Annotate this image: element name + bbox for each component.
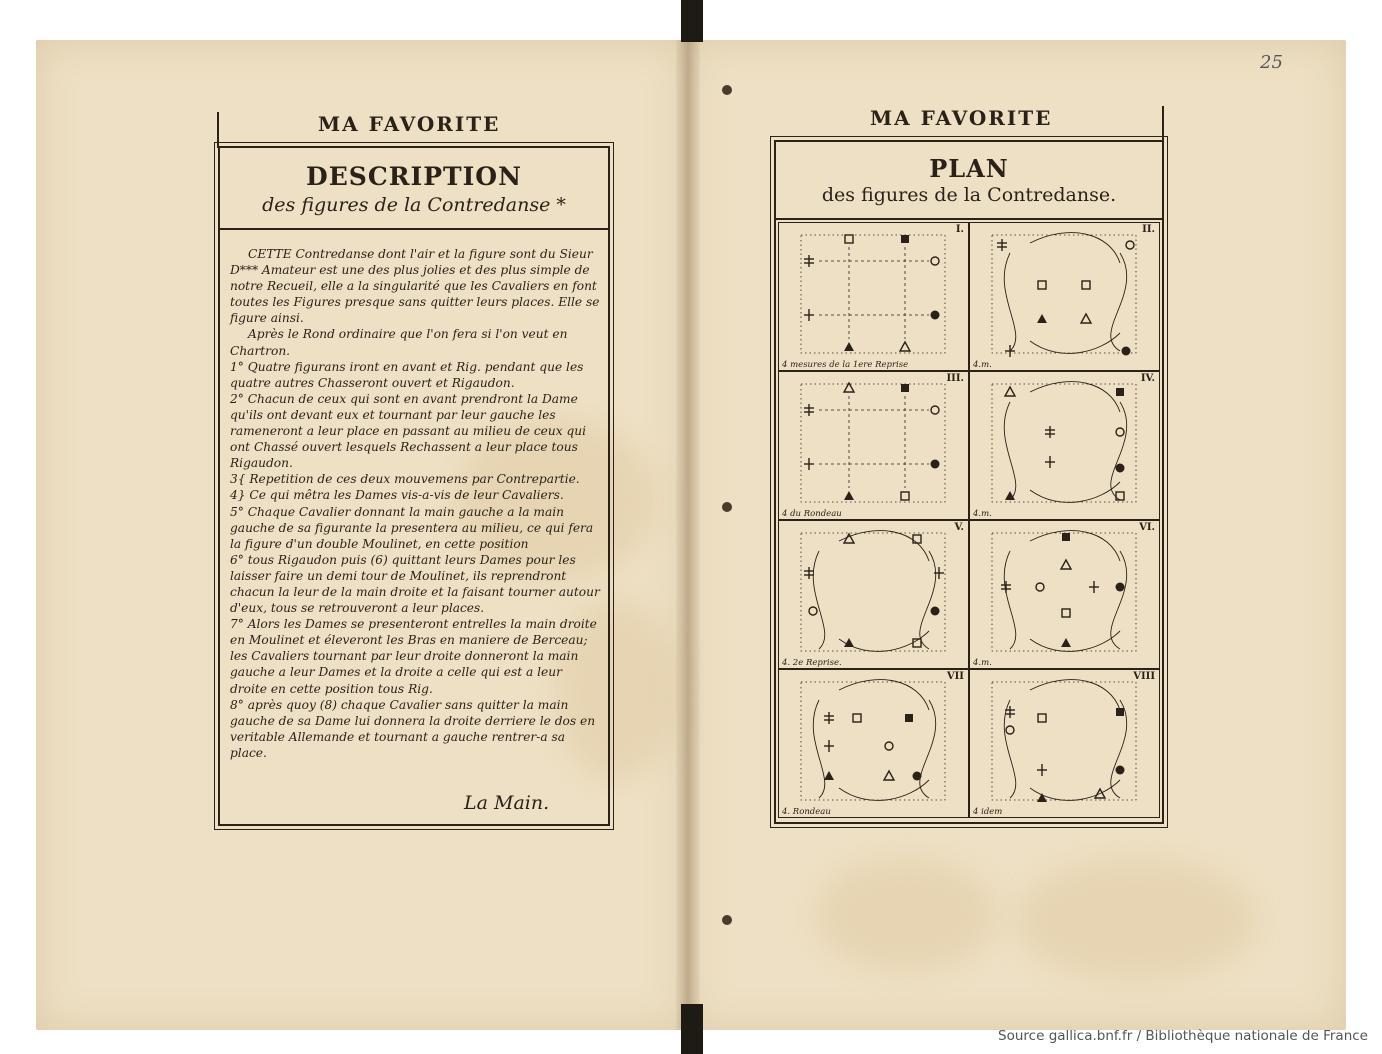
description-title-box	[220, 148, 608, 230]
figure-caption: 4. 2e Reprise.	[782, 658, 842, 668]
dancer-triangle-symbol	[900, 342, 910, 351]
dancer-triangle-symbol	[884, 771, 894, 780]
dancer-circle-filled-symbol	[1116, 766, 1125, 775]
dancer-square-symbol	[1038, 714, 1046, 722]
figure-cell-3	[778, 371, 969, 520]
paragraph-6: 6° tous Rigaudon puis (6) quittant leurs Dames pour les laisser faire un demi tour de Moulinet, ils reprendront chacun la leur de la main droite et la faisant tourner autour d'eux, tous se retrouveront a leur places.	[230, 552, 600, 616]
dancer-square-symbol	[1062, 609, 1070, 617]
dancer-cross-symbol	[1005, 345, 1015, 357]
source-credit: Source gallica.bnf.fr / Bibliothèque nationale de France	[998, 1028, 1368, 1044]
figure-drawing	[779, 372, 968, 519]
dancer-double-cross-symbol	[824, 712, 834, 724]
dancer-triangle-filled-symbol	[844, 342, 854, 351]
binding-stitch	[722, 502, 732, 512]
paragraph-7: 7° Alors les Dames se presenteront entrelles la main droite en Moulinet et éleveront les Bras en maniere de Berceau; les Cavaliers tournant par leur droite donneront la main gauche a leur Dames et la droite a celle qui est a leur droite en cette position tous Rig.	[230, 617, 597, 696]
dancer-square-filled-symbol	[901, 235, 909, 243]
figure-drawing	[779, 223, 968, 370]
figure-caption: 4 idem	[973, 807, 1003, 817]
description-title: DESCRIPTION	[306, 162, 522, 191]
dancer-triangle-filled-symbol	[824, 771, 834, 780]
paragraph-3: 3{ Repetition de ces deux mouvemens par Contrepartie.	[230, 472, 580, 487]
dancer-triangle-symbol	[1081, 314, 1091, 323]
dancer-square-symbol	[913, 535, 921, 543]
dancer-triangle-filled-symbol	[1005, 491, 1015, 500]
dancer-circle-symbol	[1116, 428, 1124, 436]
figure-caption: 4.m.	[973, 509, 992, 519]
dancer-circle-symbol	[1006, 726, 1014, 734]
dancer-square-symbol	[1116, 492, 1124, 500]
paragraph-1: 1° Quatre figurans iront en avant et Rig. pendant que les quatre autres Chasseront ouvert et Rigaudon.	[230, 359, 584, 390]
description-subtitle: des figures de la Contredanse *	[262, 194, 566, 216]
dancer-circle-symbol	[931, 257, 939, 265]
figure-drawing	[970, 670, 1159, 817]
dancer-circle-symbol	[809, 607, 817, 615]
figure-cell-1	[778, 222, 969, 371]
figure-numeral: VI.	[1139, 522, 1155, 533]
paragraph-2: 2° Chacun de ceux qui sont en avant prendront la Dame qu'ils ont devant eux et tournant par leur gauche les rameneront a leur place en passant au milieu de ceux qui ont Chassé ouvert lesquels Rechassent a leur place tous Rigaudon.	[230, 391, 587, 471]
figure-numeral: II.	[1142, 224, 1155, 235]
figure-cell-7	[778, 669, 969, 818]
description-frame	[218, 146, 610, 826]
figure-numeral: VII	[946, 671, 964, 682]
dancer-double-cross-symbol	[1045, 426, 1055, 438]
dancer-square-symbol	[1038, 281, 1046, 289]
paragraph-4: 4} Ce qui mêtra les Dames vis-a-vis de leur Cavaliers.	[230, 488, 564, 503]
dancer-cross-symbol	[1045, 456, 1055, 468]
book-spread	[36, 40, 1346, 1030]
figure-grid	[778, 222, 1160, 818]
binding-stitch	[722, 85, 732, 95]
dancer-square-filled-symbol	[1116, 388, 1124, 396]
dancer-circle-symbol	[1036, 583, 1044, 591]
paper-stain	[816, 860, 996, 970]
dancer-double-cross-symbol	[804, 567, 814, 579]
bookmark-ribbon-top	[681, 0, 703, 42]
dancer-circle-symbol	[931, 406, 939, 414]
running-head-left: MA FAVORITE	[318, 112, 501, 136]
dancer-square-filled-symbol	[1062, 533, 1070, 541]
binding-stitch	[722, 915, 732, 925]
dancer-square-filled-symbol	[1116, 708, 1124, 716]
dancer-cross-symbol	[1037, 764, 1047, 776]
dancer-cross-symbol	[934, 567, 944, 579]
figure-numeral: V.	[954, 522, 964, 533]
dancer-cross-symbol	[1089, 581, 1099, 593]
paragraph-rond: Après le Rond ordinaire que l'on fera si l'on veut en Chartron.	[230, 327, 568, 358]
dancer-circle-filled-symbol	[1116, 464, 1125, 473]
figure-cell-8	[969, 669, 1160, 818]
dancer-square-filled-symbol	[901, 384, 909, 392]
dancer-triangle-symbol	[1095, 789, 1105, 798]
figure-cell-5	[778, 520, 969, 669]
dancer-circle-symbol	[1126, 241, 1134, 249]
dancer-circle-filled-symbol	[931, 607, 940, 616]
figure-numeral: IV.	[1140, 373, 1155, 384]
figure-drawing	[970, 223, 1159, 370]
dancer-circle-filled-symbol	[1116, 583, 1125, 592]
plan-subtitle: des figures de la Contredanse.	[821, 184, 1117, 206]
dancer-square-filled-symbol	[905, 714, 913, 722]
dancer-circle-symbol	[885, 742, 893, 750]
paper-stain	[1016, 860, 1256, 980]
dancer-triangle-filled-symbol	[1037, 314, 1047, 323]
dancer-double-cross-symbol	[1005, 706, 1015, 718]
dancer-cross-symbol	[804, 458, 814, 470]
dancer-triangle-symbol	[844, 383, 854, 392]
book-gutter	[676, 40, 700, 1030]
dancer-circle-filled-symbol	[931, 460, 940, 469]
dancer-double-cross-symbol	[997, 239, 1007, 251]
figure-numeral: III.	[946, 373, 964, 384]
frame-rule	[217, 112, 219, 148]
plan-frame	[774, 140, 1164, 824]
figure-cell-2	[969, 222, 1160, 371]
figure-drawing	[970, 372, 1159, 519]
dancer-circle-filled-symbol	[913, 772, 922, 781]
paragraph-5: 5° Chaque Cavalier donnant la main gauche a la main gauche de sa figurante la presentera au milieu, ce qui fera la figure d'un double Moulinet, en cette position	[230, 504, 594, 551]
frame-rule	[1162, 106, 1164, 142]
figure-cell-6	[969, 520, 1160, 669]
dancer-double-cross-symbol	[1001, 581, 1011, 593]
dancer-triangle-filled-symbol	[844, 638, 854, 647]
bookmark-ribbon-bottom	[681, 1004, 703, 1054]
dancer-triangle-symbol	[1061, 560, 1071, 569]
dancer-square-symbol	[845, 235, 853, 243]
dancer-square-symbol	[853, 714, 861, 722]
figure-drawing	[970, 521, 1159, 668]
running-head-right: MA FAVORITE	[870, 106, 1053, 130]
figure-numeral: I.	[955, 224, 964, 235]
dancer-double-cross-symbol	[804, 255, 814, 267]
plan-title: PLAN	[929, 154, 1009, 183]
dancer-circle-filled-symbol	[931, 311, 940, 320]
figure-caption: 4.m.	[973, 360, 992, 370]
dancer-square-symbol	[901, 492, 909, 500]
page-number: 25	[1260, 52, 1283, 73]
dancer-triangle-filled-symbol	[844, 491, 854, 500]
signature: La Main.	[464, 792, 550, 814]
figure-cell-4	[969, 371, 1160, 520]
description-text	[230, 246, 602, 761]
figure-drawing	[779, 521, 968, 668]
figure-numeral: VIII	[1133, 671, 1155, 682]
figure-caption: 4 mesures de la 1ere Reprise	[782, 360, 909, 370]
dancer-triangle-filled-symbol	[1037, 793, 1047, 802]
dancer-square-symbol	[1082, 281, 1090, 289]
dancer-triangle-filled-symbol	[1061, 638, 1071, 647]
figure-caption: 4 du Rondeau	[782, 509, 842, 519]
figure-drawing	[779, 670, 968, 817]
dancer-circle-filled-symbol	[1122, 347, 1131, 356]
dancer-double-cross-symbol	[804, 404, 814, 416]
dancer-triangle-symbol	[1005, 387, 1015, 396]
figure-caption: 4. Rondeau	[782, 807, 831, 817]
paragraph-8: 8° après quoy (8) chaque Cavalier sans quitter la main gauche de sa Dame lui donnera la droite derriere le dos en veritable Allemande et tournant a gauche rentrer-a sa place.	[230, 697, 596, 760]
dancer-triangle-symbol	[844, 534, 854, 543]
dancer-cross-symbol	[804, 309, 814, 321]
figure-caption: 4.m.	[973, 658, 992, 668]
dancer-cross-symbol	[824, 740, 834, 752]
dancer-square-symbol	[913, 639, 921, 647]
paragraph-intro: CETTE Contredanse dont l'air et la figure sont du Sieur D*** Amateur est une des plus jolies et des plus simple de notre Recueil, elle a la singularité que les Cavaliers en font toutes les Figures presque sans quitter leurs places. Elle se figure ainsi.	[230, 247, 600, 326]
plan-title-box	[776, 142, 1162, 220]
